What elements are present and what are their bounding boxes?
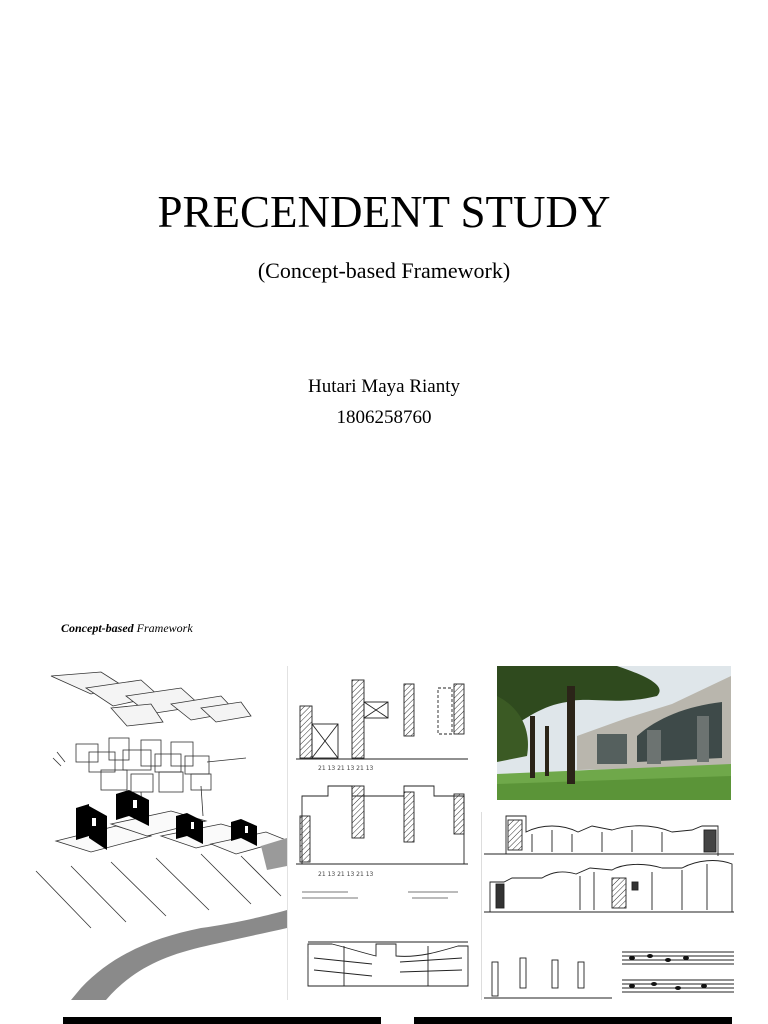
slide2-heading-rest: Framework bbox=[133, 621, 193, 635]
svg-text:21 13 21 13 21 13: 21 13 21 13 21 13 bbox=[318, 871, 374, 878]
elevation-sketches bbox=[481, 812, 736, 1000]
author-id: 1806258760 bbox=[336, 407, 432, 428]
building-photo bbox=[497, 666, 731, 800]
slide2-heading-bold: Concept-based bbox=[61, 621, 134, 635]
author-name: Hutari Maya Rianty bbox=[308, 376, 460, 397]
next-slide-edge-right bbox=[414, 1017, 732, 1024]
slide-subtitle: (Concept-based Framework) bbox=[257, 258, 511, 283]
next-slide-edge-left bbox=[63, 1017, 381, 1024]
axonometric-sketch bbox=[31, 666, 287, 1000]
svg-text:21 13 21 13 21 13: 21 13 21 13 21 13 bbox=[318, 765, 374, 772]
slide-title: PRECENDENT STUDY bbox=[157, 187, 611, 237]
slide2-heading bbox=[61, 621, 193, 636]
plan-sketches bbox=[287, 666, 482, 1000]
